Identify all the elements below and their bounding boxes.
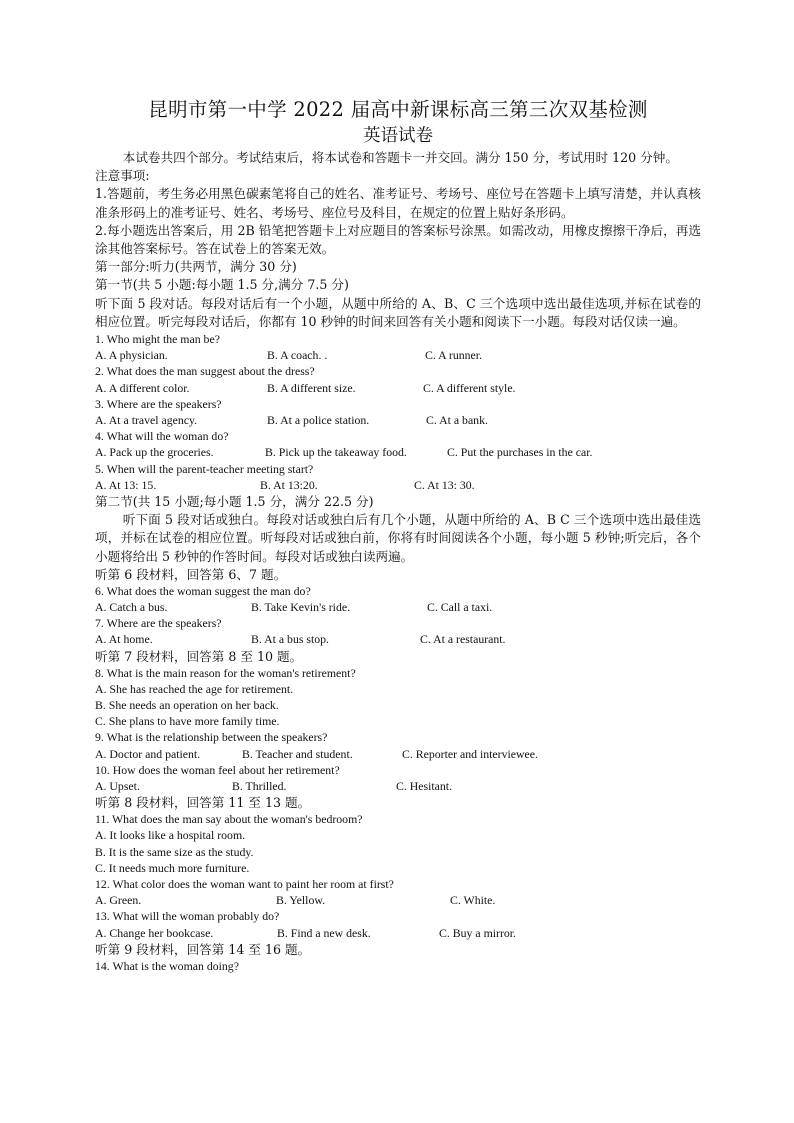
material-8-heading: 听第 8 段材料，回答第 11 至 13 题。	[95, 795, 311, 811]
intro-text: 本试卷共四个部分。考试结束后，将本试卷和答题卡一并交回。满分 150 分，考试用时 120 分钟。	[122, 150, 678, 165]
option-b: B. A different size.	[267, 380, 356, 395]
options-2	[95, 380, 701, 396]
question-11: 11. What does the man say about the woman's bedroom?	[95, 812, 363, 827]
question-8: 8. What is the main reason for the woman's retirement?	[95, 665, 356, 680]
option-c: C. A runner.	[425, 348, 483, 363]
option-8a: A. She has reached the age for retirement.	[95, 681, 294, 696]
options-1	[95, 347, 701, 363]
option-b: B. Teacher and student.	[242, 746, 353, 761]
option-c: C. At a bank.	[426, 413, 488, 428]
notice-item-2: 2.每小题选出答案后，用 2B 铅笔把答题卡上对应题目的答案标号涂黑。如需改动，用橡皮擦擦干净后，再选涂其他答案标号。答在试卷上的答案无效。	[95, 222, 701, 257]
section2-instructions: 听下面 5 段对话或独白。每段对话或独白后有几个小题，从题中所给的 A、B C 三个选项中选出最佳选项，并标在试卷的相应位置。听每段对话或独白前，你将有时间阅读各个小题，每小题 5 秒钟;听完后，各个小题将给出 5 秒钟的作答时间。每段对话或独白读两遍。	[95, 512, 701, 564]
options-10	[95, 778, 701, 794]
option-a: A. Green.	[95, 893, 142, 908]
exam-title: 昆明市第一中学 2022 届高中新课标高三第三次双基检测	[148, 98, 648, 121]
options-5	[95, 477, 701, 493]
options-12	[95, 892, 701, 908]
option-c: C. At a restaurant.	[420, 632, 506, 647]
option-b: B. Thrilled.	[232, 778, 287, 793]
options-3	[95, 412, 701, 428]
option-a: A. At a travel agency.	[95, 413, 198, 428]
notice-item-1: 1.答题前，考生务必用黑色碳素笔将自己的姓名、准考证号、考场号、座位号在答题卡上填写清楚，并认真核准条形码上的准考证号、姓名、考场号、座位号及科目，在规定的位置上贴好条形码。	[95, 186, 701, 220]
question-2: 2. What does the man suggest about the dress?	[95, 364, 315, 379]
option-a: A. A different color.	[95, 380, 190, 395]
question-3: 3. Where are the speakers?	[95, 396, 222, 411]
option-b: B. Yellow.	[276, 893, 326, 908]
option-a: A. Change her bookcase.	[95, 925, 214, 940]
options-4	[95, 444, 701, 460]
option-11a: A. It looks like a hospital room.	[95, 828, 246, 843]
option-b: B. Take Kevin's ride.	[251, 600, 351, 614]
option-c: C. A different style.	[423, 380, 516, 395]
exam-page	[95, 96, 701, 974]
question-9: 9. What is the relationship between the speakers?	[95, 730, 328, 745]
section1-instructions: 听下面 5 段对话。每段对话后有一个小题，从题中所给的 A、B、C 三个选项中选出最佳选项,并标在试卷的相应位置。听完每段对话后，你都有 10 秒钟的时间来回答有关小题和阅读下一小题。每段对话仅读一遍。	[95, 295, 701, 329]
question-1: 1. Who might the man be?	[95, 332, 220, 347]
question-7: 7. Where are the speakers?	[95, 616, 222, 631]
option-c: C. Put the purchases in the car.	[447, 445, 593, 460]
option-8c: C. She plans to have more family time.	[95, 714, 280, 729]
part1-heading: 第一部分:听力(共两节，满分 30 分)	[95, 259, 297, 275]
question-6: 6. What does the woman suggest the man do?	[95, 583, 311, 598]
option-11c: C. It needs much more furniture.	[95, 860, 250, 875]
section2-heading: 第二节(共 15 小题;每小题 1.5 分，满分 22.5 分)	[95, 493, 374, 509]
option-a: A. At 13: 15.	[95, 477, 157, 492]
material-6-heading: 听第 6 段材料，回答第 6、7 题。	[95, 566, 287, 582]
question-12: 12. What color does the woman want to paint her room at first?	[95, 876, 394, 891]
option-c: C. Buy a mirror.	[439, 925, 517, 940]
question-14: 14. What is the woman doing?	[95, 958, 239, 973]
options-13	[95, 925, 701, 941]
option-b: B. Find a new desk.	[277, 925, 371, 940]
section1-heading: 第一节(共 5 小题:每小题 1.5 分,满分 7.5 分)	[95, 277, 349, 293]
options-7	[95, 631, 701, 647]
option-11b: B. It is the same size as the study.	[95, 844, 254, 859]
question-4: 4. What will the woman do?	[95, 429, 229, 444]
exam-subtitle: 英语试卷	[363, 126, 433, 146]
option-a: A. Upset.	[95, 778, 140, 793]
question-5: 5. When will the parent-teacher meeting start?	[95, 461, 314, 476]
option-a: A. Catch a bus.	[95, 600, 168, 614]
option-c: C. White.	[450, 893, 496, 908]
option-c: C. Call a taxi.	[427, 600, 493, 614]
option-b: B. At a police station.	[267, 413, 370, 428]
material-9-heading: 听第 9 段材料，回答第 14 至 16 题。	[95, 941, 311, 957]
options-6	[95, 599, 701, 615]
options-9	[95, 746, 701, 762]
option-b: B. At 13:20.	[260, 477, 318, 492]
option-a: A. Pack up the groceries.	[95, 445, 214, 460]
option-b: B. A coach. .	[267, 348, 328, 363]
option-c: C. At 13: 30.	[414, 477, 475, 492]
option-a: A. Doctor and patient.	[95, 746, 201, 761]
notice-heading: 注意事项:	[95, 168, 150, 184]
question-10: 10. How does the woman feel about her retirement?	[95, 762, 340, 777]
material-7-heading: 听第 7 段材料，回答第 8 至 10 题。	[95, 648, 303, 664]
question-13: 13. What will the woman probably do?	[95, 909, 280, 924]
option-8b: B. She needs an operation on her back.	[95, 697, 279, 712]
option-b: B. At a bus stop.	[251, 632, 329, 647]
option-a: A. A physician.	[95, 348, 168, 363]
option-b: B. Pick up the takeaway food.	[265, 445, 407, 460]
option-c: C. Hesitant.	[396, 778, 453, 793]
option-c: C. Reporter and interviewee.	[402, 746, 538, 761]
option-a: A. At home.	[95, 632, 153, 647]
